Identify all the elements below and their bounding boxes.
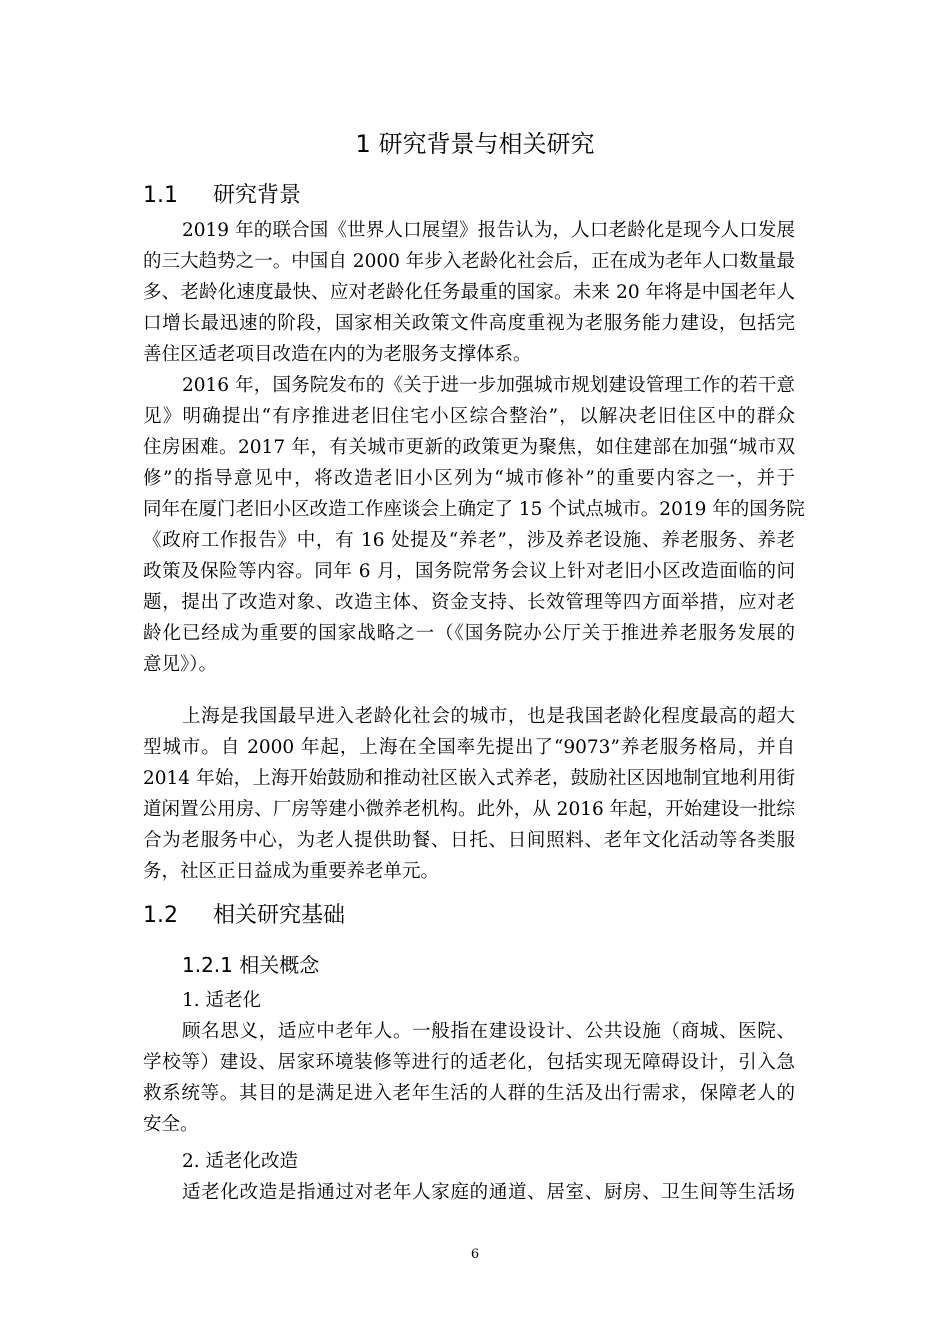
text-line: 的三大趋势之一。中国自 2000 年步入老龄化社会后，正在成为老年人口数量最 [143,251,795,272]
paragraph-4 [143,1016,795,1140]
section-title: 相关研究基础 [213,903,346,928]
section-number: 1.1 [143,183,178,208]
text-line: 2016 年，国务院发布的《关于进一步加强城市规划建设管理工作的若干意 [182,375,795,396]
text-line: 型城市。自 2000 年起，上海在全国率先提出了“9073”养老服务格局，并自 [143,737,795,758]
text-line: 2014 年始，上海开始鼓励和推动社区嵌入式养老，鼓励社区因地制宜地利用街 [143,768,795,789]
paragraph-1 [143,215,795,370]
section-number: 1.2 [143,903,178,928]
text-line: 道闲置公用房、厂房等建小微养老机构。此外，从 2016 年起，开始建设一批综 [143,799,795,820]
text-line: 住房困难。2017 年，有关城市更新的政策更为聚焦，如住建部在加强“城市双 [143,437,795,458]
subsection-heading-1-2-1: 1.2.1 相关概念 [182,953,320,977]
text-line: 政策及保险等内容。同年 6 月，国务院常务会议上针对老旧小区改造面临的问 [143,561,795,582]
text-line: 务，社区正日益成为重要养老单元。 [143,861,440,882]
text-line: 适老化改造是指通过对老年人家庭的通道、居室、厨房、卫生间等生活场 [182,1182,795,1203]
section-heading-1-1 [143,178,301,209]
text-line: 2019 年的联合国《世界人口展望》报告认为，人口老龄化是现今人口发展 [182,220,795,241]
text-line: 同年在厦门老旧小区改造工作座谈会上确定了 15 个试点城市。2019 年的国务院 [143,499,805,520]
text-line: 顾名思义，适应中老年人。一般指在建设设计、公共设施（商城、医院、 [182,1021,795,1042]
paragraph-3 [143,701,795,887]
text-line: 上海是我国最早进入老龄化社会的城市，也是我国老龄化程度最高的超大 [182,706,795,727]
section-heading-1-2 [143,898,345,929]
item-1-heading-block [143,985,795,1016]
section-title: 研究背景 [213,183,302,208]
text-line: 题，提出了改造对象、改造主体、资金支持、长效管理等四方面举措，应对老 [143,592,795,613]
text-line: 口增长最迅速的阶段，国家相关政策文件高度重视为老服务能力建设，包括完 [143,313,795,334]
text-line: 安全。 [143,1114,199,1135]
item-1-heading: 1. 适老化 [182,990,262,1011]
paragraph-2 [143,370,805,680]
text-line: 合为老服务中心，为老人提供助餐、日托、日间照料、老年文化活动等各类服 [143,830,795,851]
text-line: 见》明确提出“有序推进老旧住宅小区综合整治”，以解决老旧住区中的群众 [143,406,795,427]
text-line: 修”的指导意见中，将改造老旧小区列为“城市修补”的重要内容之一，并于 [143,468,795,489]
page-number: 6 [470,1247,480,1262]
paragraph-5 [143,1177,795,1208]
text-line: 善住区适老项目改造在内的为老服务支撑体系。 [143,344,532,365]
text-line: 救系统等。其目的是满足进入老年生活的人群的生活及出行需求，保障老人的 [143,1083,795,1104]
text-line: 多、老龄化速度最快、应对老龄化任务最重的国家。未来 20 年将是中国老年人 [143,282,795,303]
item-2-heading: 2. 适老化改造 [182,1151,299,1172]
item-2-heading-block [143,1146,795,1177]
text-line: 《政府工作报告》中，有 16 处提及“养老”，涉及养老设施、养老服务、养老 [143,530,795,551]
text-line: 龄化已经成为重要的国家战略之一（《国务院办公厅关于推进养老服务发展的 [143,623,795,644]
text-line: 学校等）建设、居家环境装修等进行的适老化，包括实现无障碍设计，引入急 [143,1052,795,1073]
chapter-title: 1 研究背景与相关研究 [355,130,595,158]
text-line: 意见》）。 [143,654,218,675]
